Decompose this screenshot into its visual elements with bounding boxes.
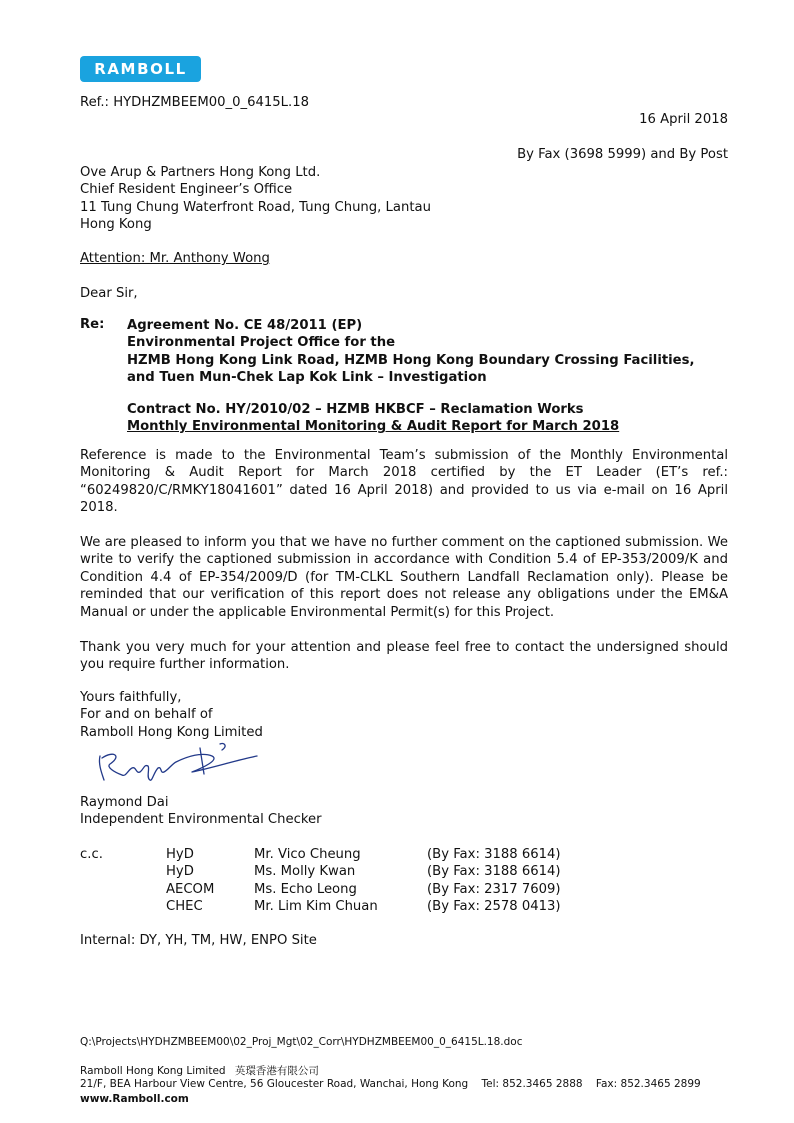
signer-name: Raymond Dai — [80, 795, 169, 810]
cc-label: c.c. — [80, 847, 103, 862]
delivery-method: By Fax (3698 5999) and By Post — [517, 147, 728, 162]
report-title: Monthly Environmental Monitoring & Audit Report for March 2018 — [127, 419, 620, 435]
footer-fax: Fax: 852.3465 2899 — [595, 1078, 701, 1090]
body-paragraph-1: Reference is made to the Environmental Team’s submission of the Monthly Environmental Monitoring & Audit Report for March 2018 certified by the ET Leader (ET’s ref.: “60249820/C/RMKY18041601” dated 16 April 2018) and provided to us via e-mail on 16 April 2018. — [80, 448, 728, 516]
re-line: Environmental Project Office for the — [127, 335, 396, 351]
closing-line: Yours faithfully, — [80, 690, 182, 705]
cc-org: CHEC — [166, 899, 203, 915]
footer-tel: Tel: 852.3465 2888 — [481, 1078, 583, 1090]
cc-name: Mr. Lim Kim Chuan — [254, 899, 378, 915]
reference-number: Ref.: HYDHZMBEEM00_0_6415L.18 — [80, 95, 309, 110]
cc-fax: (By Fax: 2317 7609) — [427, 881, 561, 897]
cc-name: Mr. Vico Cheung — [254, 847, 361, 862]
recipient-line: Hong Kong — [80, 217, 152, 233]
cc-fax: (By Fax: 2578 0413) — [427, 899, 561, 915]
closing-line: Ramboll Hong Kong Limited — [80, 724, 263, 740]
body-paragraph-2: We are pleased to inform you that we have no further comment on the captioned submission. We write to verify the captioned submission in accordance with Condition 5.4 of EP-353/2009/K and Condition 4.4 of EP-354/2009/D (for TM-CLKL Southern Landfall Reclamation only). Please be reminded that our verification of this report does not release any obligations under the EM&A Manual or under the applicable Environmental Permit(s) for this Project. — [80, 535, 728, 620]
cc-name: Ms. Molly Kwan — [254, 864, 356, 880]
cc-org: AECOM — [166, 881, 215, 897]
footer-address: 21/F, BEA Harbour View Centre, 56 Gloucester Road, Wanchai, Hong Kong — [80, 1078, 469, 1090]
file-path: Q:\Projects\HYDHZMBEEM00\02_Proj_Mgt\02_Corr\HYDHZMBEEM00_0_6415L.18.doc — [80, 1036, 523, 1048]
ramboll-logo: RAMBOLL — [80, 56, 201, 82]
footer-company: Ramboll Hong Kong Limited — [80, 1065, 226, 1077]
recipient-line: Chief Resident Engineer’s Office — [80, 182, 293, 198]
cc-fax: (By Fax: 3188 6614) — [427, 864, 561, 880]
body-paragraph-3: Thank you very much for your attention and please feel free to contact the undersigned should you require further information. — [80, 640, 728, 673]
footer-company-line — [80, 1063, 319, 1078]
cc-org: HyD — [166, 847, 194, 862]
footer-address-line — [80, 1078, 701, 1090]
re-subject — [127, 317, 694, 435]
recipient-line: Ove Arup & Partners Hong Kong Ltd. — [80, 165, 321, 180]
re-line: HZMB Hong Kong Link Road, HZMB Hong Kong Boundary Crossing Facilities, — [127, 352, 695, 368]
cc-name: Ms. Echo Leong — [254, 881, 357, 897]
signer-title: Independent Environmental Checker — [80, 812, 322, 828]
re-line: and Tuen Mun-Chek Lap Kok Link – Investigation — [127, 370, 487, 386]
handwritten-signature — [92, 742, 262, 787]
closing-line: For and on behalf of — [80, 707, 213, 723]
recipient-line: 11 Tung Chung Waterfront Road, Tung Chung, Lantau — [80, 199, 431, 215]
attention-line: Attention: Mr. Anthony Wong — [80, 251, 270, 266]
closing-block — [80, 689, 263, 741]
re-line: Agreement No. CE 48/2011 (EP) — [127, 318, 363, 333]
internal-distribution: Internal: DY, YH, TM, HW, ENPO Site — [80, 933, 317, 948]
cc-org: HyD — [166, 864, 194, 880]
contract-line: Contract No. HY/2010/02 – HZMB HKBCF – Reclamation Works — [127, 401, 584, 417]
recipient-address — [80, 164, 431, 234]
footer-company-cn: 英環香港有限公司 — [234, 1065, 319, 1077]
letter-date: 16 April 2018 — [639, 112, 728, 127]
salutation: Dear Sir, — [80, 286, 138, 301]
re-label: Re: — [80, 317, 105, 332]
signer-block — [80, 794, 322, 829]
cc-fax: (By Fax: 3188 6614) — [427, 847, 561, 862]
footer-website[interactable]: www.Ramboll.com — [80, 1093, 189, 1105]
